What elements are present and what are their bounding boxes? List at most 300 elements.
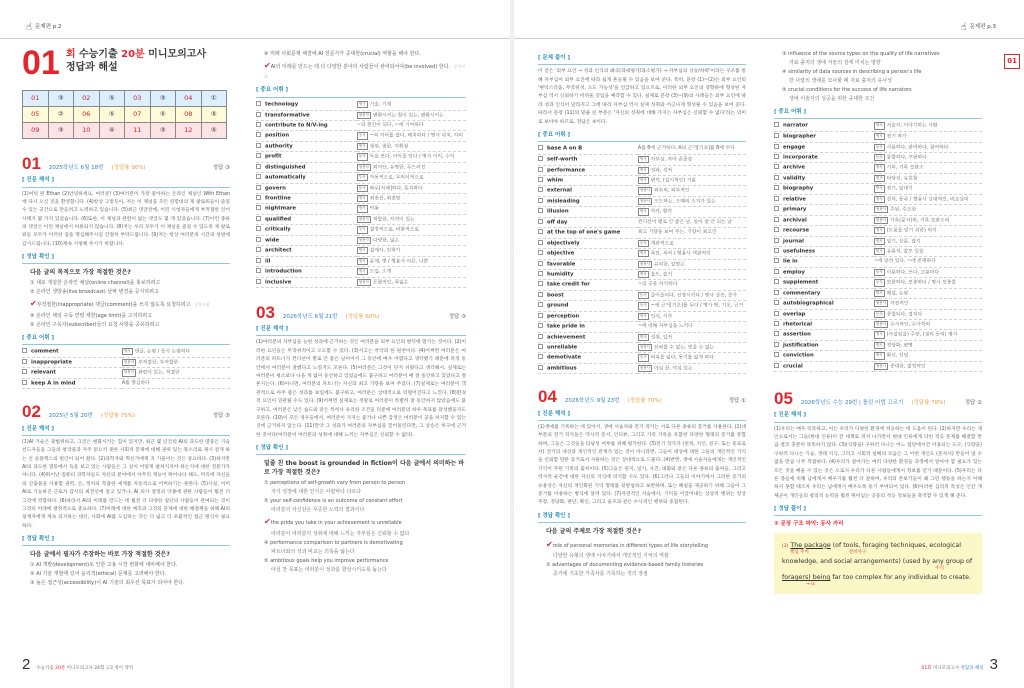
vocab-meaning <box>357 214 466 224</box>
vocab-word <box>256 110 357 120</box>
vocab-row <box>538 176 746 186</box>
vocab-word-text: boost <box>547 292 564 299</box>
vocab-row <box>538 217 746 227</box>
round-number: 01 <box>22 44 60 82</box>
option-text-ko: 여러분의 자신감은 꾸준한 노력의 결과이다 <box>271 507 365 514</box>
answer-label: 정답 ① <box>728 398 746 405</box>
vocab-row <box>538 155 746 165</box>
part-of-speech-badge: 명사 <box>357 101 368 108</box>
part-of-speech-badge: 명사 <box>874 164 885 171</box>
vocab-row <box>774 246 982 256</box>
vocab-word <box>774 246 874 256</box>
part-of-speech-badge: 명사 <box>122 348 133 355</box>
vocab-row <box>538 290 746 300</box>
checkbox[interactable] <box>256 237 261 242</box>
part-of-speech-badge: 동사 <box>874 269 885 276</box>
vocab-meaning <box>357 277 466 287</box>
vocab-meaning-text: 최전선, 최전방 <box>369 196 401 202</box>
vocab-word <box>256 194 357 204</box>
vocab-meaning-text: 문제, 병 / 형용사 아픈, 나쁜 <box>369 259 429 265</box>
vocab-meaning-text: 기술, 기계 <box>369 102 392 108</box>
option-tag: 문항이해 <box>194 302 210 308</box>
vocab-meaning-text: 변덕, (일시적인) 기분 <box>650 178 696 184</box>
checkbox[interactable] <box>256 164 261 169</box>
vocab-word-text: engage <box>783 144 806 151</box>
answer-cell: ② <box>48 107 74 123</box>
checkbox[interactable] <box>256 153 261 158</box>
checkbox[interactable] <box>538 156 543 161</box>
checkbox[interactable] <box>256 195 261 200</box>
vocab-meaning-text: 유용성, 쓸모 있음 <box>886 249 924 255</box>
checkbox[interactable] <box>774 331 779 336</box>
vocab-word-text: usefulness <box>783 248 816 255</box>
option-text: ③ 높은 접근성(accessibility)이 AI 기술의 최우선 목표가 되어야 한다. <box>30 580 185 587</box>
checkbox[interactable] <box>538 281 543 286</box>
vocab-meaning <box>874 299 982 309</box>
checkbox[interactable] <box>256 216 261 221</box>
vocab-meaning <box>638 217 746 227</box>
vocab-row <box>774 299 982 309</box>
vocab-meaning-text: 오도하는, 오해의 소지가 있는 <box>653 199 716 205</box>
vocab-word <box>256 173 357 183</box>
checkbox[interactable] <box>538 302 543 307</box>
question-number-cell: 12 <box>176 123 202 139</box>
vocab-meaning-text: 도입, 소개 <box>369 269 392 275</box>
option-text-ko: 다양한 유형의 생애 이야기에서 개인적인 기억의 역할 <box>553 553 669 560</box>
vocab-word <box>774 215 874 225</box>
header-label: 문제편 p.2 <box>35 24 62 31</box>
vocab-word-text: external <box>547 187 572 194</box>
vocab-meaning <box>874 153 982 163</box>
option-text-en: ① perceptions of self-growth vary from person to person <box>264 480 406 487</box>
left-column-2: ④ 미래 사회문제 해결에 AI 전문가가 중대한(crucial) 역할을 해야 한다. ✔AI의 미래를 만드는 데 더 다양한 분야의 사람들이 관여되어야(be involved) 한다. 문항이해 [ 중요 어휘 ] technology 명사 기술, 기계 transformative 형용사 변화시키는 힘이 있는, 변화시키는 contribute to N/V-ing ~의 원인이 되다, ~에 기여하다 position 동사 ~의 자리를 잡다, 배치하다 / 명사 위치, 자리 authority 명사 권위, 권한, 지휘권 profit 동사 득을 보다, 이익을 얻다 / 명사 이익, 수익 distinguished 형용사 뛰어난, 유명한, 두드러진 automatically 부사 자동적으로, 무의식적으로 govern 동사 좌우[지배]하다, 통치하다 frontline 명사 최전선, 최전방 nightmare 명사 악몽 qualified 형용사 적합한, 자격이 있는 critically 부사 결정적으로, 비판적으로 wide 형용사 다양한, 넓은 architect 명사 설계자, 건축가 ill 명사 문제, 병 / 형용사 아픈, 나쁜 introduction 명사 도입, 소개 inclusive 형용사 포괄적인, 폭넓은 03 2026학년도 6월 21번 (정답률 60%) 정답 ③ [ 진문 해석 ] (1)여러분의 자부심을 능한 성과에 근거하는 것은 여러분을 외부 요인의 변덕에 맡기는 것이다. (2)이러한 요인들은 무작위적이고 오도할 수 있다. (3)서고는 착각의 한 원천이다. (4)어쩌면 여러분은 여러분의 파트너가 컨디션이 별로 안 좋은 날이어서 그 동안에 매우 어렵다고 생각했기 때문에 특정 동안에서 여러분이 잘했다고 느낄지도 모른다. (5)여러분은 그것이 단지 쉬웠다고 생각해서, 실제로는 여러분이 평소보다 나을 게 없이 동안하고 있었음에도 불구하고 여러분이 매 잘 동안하고 있었다고 결론지는다. (6)아니면, 여러분의 파트너는 자신의 최고 기량을 보여 주었다. (7)실제로는 여러분이 객관적으로 아주 좋은 성과를 보임에도 불구하고, 여러분은 상대적으로 뒤떨어진다고 느낀다. (8)환경적 요인이 연관될 수도 있다. (9)어쩌면 실제로는 정말로 여러분이 특별히 잘 동안하지 않았음에도 불구하고, 여러분은 낮은 습도와 같은 특히나 유리한 조건들 덕분에 여러분의 하루 목표를 달성했을지도 모른다. (10)이 모든 경우들에서, 여러분이 가지는 좋거나 나쁜 감정은 여러분이 공을 차지할 수 있는 것에 근거하지 않는다. (11)만약 그 성과가 여러분의 자부심을 끌어올린다면, 그 상승은 허구에 근거한 것이다(여러분이 여러분의 성취에 대해 느끼는 자부심은 신뢰할 수 없다). [ 정답 확인 ] 밑줄 친 the boost is grounded in fiction이 다음 글에서 의미하는 바로 가장 적절한 것은? ① perceptions of self-growth vary from person to person 자기 성장에 대한 인식은 사람마다 다르다 ② your self-confidence is an outcome of constant effort 여러분의 자신감은 꾸준한 노력의 결과이다 ✔the pride you take in your achievement is unreliable 여러분이 여러분의 성취에 대해 느끼는 자부심은 신뢰할 수 없다 ④ performance comparison to partners is demotivating 파트너와의 성과 비교는 의욕을 잃는다 ⑤ ambitious goals help you improve performance 야심 찬 목표는 여러분이 성과를 향상시키도록 돕는다 <box>256 51 466 573</box>
vocab-row <box>256 256 466 266</box>
checkbox[interactable] <box>256 247 261 252</box>
vocab-word <box>22 347 122 357</box>
vocab-row <box>774 142 982 152</box>
part-of-speech-badge: 명사 <box>357 268 368 275</box>
checkmark-icon: ✔ <box>546 539 553 549</box>
part-of-speech-badge: 명사 <box>357 258 368 265</box>
question-prompt: 다음 글의 목적으로 가장 적절한 것은? <box>30 269 131 277</box>
vocab-meaning-text: 득을 보다, 이익을 얻다 / 명사 이익, 수익 <box>369 154 455 160</box>
question-number-cell: 01 <box>23 91 49 107</box>
vocab-word <box>538 363 638 373</box>
vocab-word-text: qualified <box>265 216 292 223</box>
vocab-word-text: relevant <box>31 369 56 376</box>
answer-key-row <box>23 123 227 139</box>
vocab-word <box>256 267 357 277</box>
vocab-row <box>774 194 982 204</box>
checkbox[interactable] <box>538 292 543 297</box>
part-of-speech-badge: 동사 <box>638 292 649 299</box>
vocab-row <box>538 144 746 154</box>
checkbox[interactable] <box>774 300 779 305</box>
vocab-word-text: journal <box>783 238 804 245</box>
answer-option <box>264 539 466 557</box>
part-of-speech-badge: 동사 <box>874 311 885 318</box>
vocab-meaning-text: 수사적인, 수사학의 <box>889 322 931 328</box>
vocab-meaning <box>122 368 230 378</box>
vocab-row <box>774 320 982 330</box>
vocab-word-text: objectively <box>547 240 580 247</box>
vocab-row <box>774 267 982 277</box>
right-page <box>514 0 1024 688</box>
checkbox[interactable] <box>538 145 543 150</box>
checkbox[interactable] <box>256 226 261 231</box>
answer-cell: ⑤ <box>99 107 125 123</box>
vocab-row <box>774 132 982 142</box>
checkbox[interactable] <box>538 187 543 192</box>
checkbox[interactable] <box>774 227 779 232</box>
checkbox[interactable] <box>22 369 27 374</box>
vocab-meaning <box>122 378 230 388</box>
vocab-meaning <box>638 249 746 259</box>
checkbox[interactable] <box>538 229 543 234</box>
vocab-word-text: ambitious <box>547 365 577 372</box>
vocab-word <box>774 226 874 236</box>
vocab-row <box>256 183 466 193</box>
checkbox[interactable] <box>256 101 261 106</box>
checkbox[interactable] <box>22 348 27 353</box>
checkbox[interactable] <box>774 196 779 201</box>
vocab-meaning-text: 해설, 논평 <box>886 291 909 297</box>
vocab-meaning <box>638 165 746 175</box>
vocab-meaning <box>638 332 746 342</box>
option-text-en: ⑤ crucial conditions for the success of life narrators <box>782 87 912 93</box>
vocab-row <box>538 249 746 259</box>
checkbox[interactable] <box>22 359 27 364</box>
vocab-word <box>538 311 638 321</box>
vocab-word <box>256 141 357 151</box>
vocab-meaning-text: 객관적으로 <box>650 241 674 247</box>
vocab-word <box>538 280 638 290</box>
vocab-meaning <box>874 163 982 173</box>
vocab-row <box>774 309 982 319</box>
vocab-meaning-text: 보완하다, 보충하다 / 명사 보충물 <box>886 280 957 286</box>
vocab-word <box>774 184 874 194</box>
vocab-word-text: favorable <box>547 261 576 267</box>
checkbox[interactable] <box>774 258 779 263</box>
option-text: ⑤ 온라인 구독자(subscriber)들의 요청 사항을 공유하려고 <box>30 321 160 328</box>
checkbox[interactable] <box>256 205 261 210</box>
vocab-meaning <box>874 288 982 298</box>
checkbox[interactable] <box>774 248 779 253</box>
round-side-tab[interactable]: 01 <box>1004 54 1020 69</box>
vocab-meaning <box>122 358 230 368</box>
vocab-word <box>256 256 357 266</box>
checkbox[interactable] <box>774 238 779 243</box>
part-of-speech-badge: 부사 <box>357 174 368 181</box>
vocab-table <box>774 121 982 372</box>
vocab-meaning-text: ~에 근거[기초]를 두다 / 명사 땅, 기초, 근거 <box>650 303 744 309</box>
vocab-word-text: technology <box>265 101 299 108</box>
vocab-word <box>774 288 874 298</box>
question-number-cell: 09 <box>23 123 49 139</box>
checkbox[interactable] <box>256 132 261 137</box>
vocab-meaning-text: 신뢰할 수 없는, 믿을 수 없는 <box>653 345 715 351</box>
vocab-meaning <box>357 256 466 266</box>
vocab-word-text: narrator <box>783 122 808 129</box>
answer-cell: ① <box>201 91 227 107</box>
vocab-meaning-text: 성과, 성적 <box>650 168 673 174</box>
vocab-word <box>538 269 638 279</box>
vocab-meaning-text: 전기 작가 <box>886 134 907 140</box>
vocab-row <box>538 363 746 373</box>
answer-option <box>264 515 466 538</box>
page-footer: 2 수능기출 20분 미니모의고사 24회 고3 영어 영역 <box>22 654 133 677</box>
vocab-meaning-text: 설계자, 건축가 <box>369 248 401 254</box>
vocab-row <box>774 121 982 131</box>
vocab-meaning-text: 적합한, 자격이 있는 <box>372 217 415 223</box>
checkbox[interactable] <box>538 177 543 182</box>
vocab-meaning <box>357 183 466 193</box>
vocab-word <box>538 228 638 238</box>
vocab-word-text: architect <box>265 247 292 254</box>
checkbox[interactable] <box>538 240 543 245</box>
checkbox[interactable] <box>774 269 779 274</box>
vocab-meaning <box>874 184 982 194</box>
vocab-row <box>256 173 466 183</box>
vocab-meaning <box>357 204 466 214</box>
checkbox[interactable] <box>538 334 543 339</box>
part-of-speech-badge: 명사 <box>874 175 885 182</box>
checkbox[interactable] <box>774 144 779 149</box>
page-footer: 01회 미니모의고사 정답과 해설 3 <box>921 654 998 677</box>
checkbox[interactable] <box>774 342 779 347</box>
option-text: ④ 온라인 채널 구독 연령 제한(age limit)을 고지하려고 <box>30 312 152 319</box>
vocab-meaning <box>638 322 746 332</box>
checkbox[interactable] <box>256 185 261 190</box>
part-of-speech-badge: 형용사 <box>638 198 652 205</box>
checkbox[interactable] <box>538 208 543 213</box>
vocab-word-text: at the top of one's game <box>547 229 621 236</box>
option-text-ko: 생애 서술자의 성공을 위한 중대한 조건 <box>789 96 875 102</box>
checkbox[interactable] <box>774 363 779 368</box>
part-of-speech-badge: 동사 <box>357 132 368 139</box>
vocab-meaning <box>638 269 746 279</box>
vocab-word <box>774 340 874 350</box>
checkbox[interactable] <box>774 185 779 190</box>
part-of-speech-badge: 명사 <box>357 247 368 254</box>
vocab-row <box>774 163 982 173</box>
checkbox[interactable] <box>538 344 543 349</box>
checkbox[interactable] <box>538 354 543 359</box>
vocab-meaning-text: 포괄적인, 폭넓은 <box>372 280 409 286</box>
answer-option <box>30 297 230 311</box>
question-number-cell: 03 <box>125 91 151 107</box>
checkbox[interactable] <box>538 313 543 318</box>
checkbox[interactable] <box>774 217 779 222</box>
question-number-cell: 10 <box>74 123 100 139</box>
answer-option <box>264 557 466 575</box>
vocab-word <box>22 358 122 368</box>
option-text-ko: 증거에 기초한 가족사를 기록하는 것의 장점 <box>553 571 648 578</box>
checkbox[interactable] <box>538 261 543 266</box>
checkmark-icon: ✔ <box>264 61 271 70</box>
checkbox[interactable] <box>538 323 543 328</box>
checkbox[interactable] <box>774 164 779 169</box>
vocab-word <box>538 207 638 217</box>
checkbox[interactable] <box>22 380 27 385</box>
vocab-meaning <box>357 162 466 172</box>
option-text: AI의 미래를 만드는 데 더 다양한 분야의 사람들이 관여되어야(be involved) 한다. <box>270 64 450 70</box>
answer-cell: ⑤ <box>99 91 125 107</box>
part-of-speech-badge: 동사 <box>874 144 885 151</box>
checkbox[interactable] <box>256 112 261 117</box>
option-text-ko: 여러분이 여러분의 성취에 대해 느끼는 자부심은 신뢰할 수 없다 <box>271 530 410 537</box>
options-list <box>22 561 230 588</box>
vocab-meaning <box>638 238 746 248</box>
vocab-word-text: supplement <box>783 279 819 286</box>
vocab-word-text: comment <box>31 348 59 355</box>
checkbox[interactable] <box>256 258 261 263</box>
vocab-meaning <box>122 347 230 357</box>
checkbox[interactable] <box>538 198 543 203</box>
checkbox[interactable] <box>774 352 779 357</box>
checkbox[interactable] <box>774 279 779 284</box>
checkbox[interactable] <box>774 311 779 316</box>
vocab-row <box>256 246 466 256</box>
vocab-meaning <box>874 121 982 131</box>
vocab-row <box>256 110 466 120</box>
vocab-word <box>538 217 638 227</box>
vocab-meaning <box>874 257 982 267</box>
checkbox[interactable] <box>256 279 261 284</box>
checkbox[interactable] <box>256 143 261 148</box>
vocab-word-text: assertion <box>783 331 811 338</box>
options-list-continued <box>256 50 466 82</box>
checkbox[interactable] <box>774 122 779 127</box>
vocab-row <box>256 194 466 204</box>
answer-option <box>264 497 466 515</box>
vocab-row <box>22 378 230 388</box>
vocab-word <box>538 196 638 206</box>
checkbox[interactable] <box>538 219 543 224</box>
answer-option <box>30 570 230 579</box>
part-of-speech-badge: 부사 <box>638 240 649 247</box>
part-of-speech-badge: 형용사 <box>357 164 371 171</box>
left-page <box>0 0 510 688</box>
vocab-row <box>256 162 466 172</box>
checkbox[interactable] <box>774 133 779 138</box>
vocab-word-text: justification <box>783 342 819 349</box>
vocab-row <box>538 269 746 279</box>
option-text-ko: 파트너와의 성과 비교는 의욕을 잃는다 <box>271 548 355 555</box>
answer-cell: ⑤ <box>201 107 227 123</box>
checkbox[interactable] <box>256 174 261 179</box>
vocab-row <box>256 141 466 151</box>
option-text: ④ 미래 사회문제 해결에 AI 전문가가 중대한(crucial) 역할을 해야 한다. <box>264 51 421 57</box>
vocab-word-text: nightmare <box>265 205 296 212</box>
vocab-meaning <box>638 155 746 165</box>
part-of-speech-badge: 동사 <box>638 354 649 361</box>
checkbox[interactable] <box>538 167 543 172</box>
vocab-word <box>538 249 638 259</box>
part-of-speech-badge: 동사 <box>638 302 649 309</box>
answer-key-row <box>23 91 227 107</box>
vocab-meaning <box>638 207 746 217</box>
vocab-meaning <box>874 236 982 246</box>
vocab-word-text: autobiographical <box>783 300 834 307</box>
vocab-word-text: biographer <box>783 133 816 140</box>
option-text-en: ④ performance comparison to partners is demotivating <box>264 539 403 546</box>
vocab-meaning <box>357 267 466 277</box>
vocab-meaning-text: A를 B에 근거하다, A의 근거[기초]를 B에 두다 <box>637 146 735 152</box>
answer-option <box>30 288 230 297</box>
vocab-row <box>774 361 982 371</box>
part-of-speech-badge: 명사 <box>874 133 885 140</box>
vocab-word-text: objective <box>547 250 575 257</box>
checkbox[interactable] <box>538 250 543 255</box>
vocab-word <box>256 162 357 172</box>
vocab-word-text: archive <box>783 164 805 171</box>
answer-option <box>30 321 230 330</box>
answer-key-row <box>23 107 227 123</box>
vocab-meaning-text: ~의 자리를 잡다, 배치하다 / 명사 위치, 자리 <box>369 133 464 139</box>
part-of-speech-badge: 형용사 <box>638 344 652 351</box>
vocab-row <box>538 238 746 248</box>
vocab-meaning <box>638 353 746 363</box>
checkbox[interactable] <box>774 175 779 180</box>
vocab-word-text: govern <box>265 185 286 192</box>
vocab-word <box>774 299 874 309</box>
checkbox[interactable] <box>774 206 779 211</box>
checkbox[interactable] <box>256 268 261 273</box>
checkbox[interactable] <box>538 365 543 370</box>
part-of-speech-badge: 형용사 <box>122 359 136 366</box>
vocab-table <box>22 347 230 389</box>
checkbox[interactable] <box>256 122 261 127</box>
vocab-word <box>774 132 874 142</box>
checkbox[interactable] <box>774 154 779 159</box>
vocab-row <box>538 343 746 353</box>
vocab-meaning-text: 주된, 주요한 <box>889 207 917 213</box>
answer-label: 정답 ② <box>964 400 982 407</box>
vocab-word <box>538 259 638 269</box>
question-prompt: 다음 글의 주제로 가장 적절한 것은? <box>546 527 642 535</box>
vocab-word <box>256 235 357 245</box>
option-text-ko: 야심 찬 목표는 여러분이 성과를 향상시키도록 돕는다 <box>271 566 387 573</box>
answer-option <box>546 538 746 561</box>
vocab-row <box>774 184 982 194</box>
vocab-meaning <box>357 100 466 110</box>
vocab-meaning-text: A를 명심하다 <box>121 380 150 386</box>
vocab-meaning <box>638 176 746 186</box>
vocab-word-text: demotivate <box>547 354 582 361</box>
vocab-row <box>538 311 746 321</box>
vocab-meaning-text: 의욕을 잃다, 동기를 잃게 하다 <box>650 355 714 361</box>
vocab-row <box>774 330 982 340</box>
vocab-word-text: take pride in <box>547 323 585 330</box>
vocab-row <box>774 351 982 361</box>
part-of-speech-badge: 명사 <box>874 227 885 234</box>
vocab-meaning <box>357 173 466 183</box>
checkbox[interactable] <box>774 290 779 295</box>
page-number: 3 <box>989 655 998 673</box>
vocab-word <box>774 163 874 173</box>
vocab-table <box>538 144 746 374</box>
answer-option <box>782 86 982 104</box>
vocab-meaning-text: (사실임을) 주장, (권리 등의) 행사 <box>886 332 958 338</box>
option-text-ko: 자료 출처의 생애 서술의 질에 미치는 영향 <box>789 60 881 66</box>
checkbox[interactable] <box>774 321 779 326</box>
checkbox[interactable] <box>538 271 543 276</box>
part-of-speech-badge: 명사 <box>874 196 885 203</box>
vocab-meaning <box>874 267 982 277</box>
vocab-word-text: introduction <box>265 268 302 275</box>
vocab-row <box>256 204 466 214</box>
